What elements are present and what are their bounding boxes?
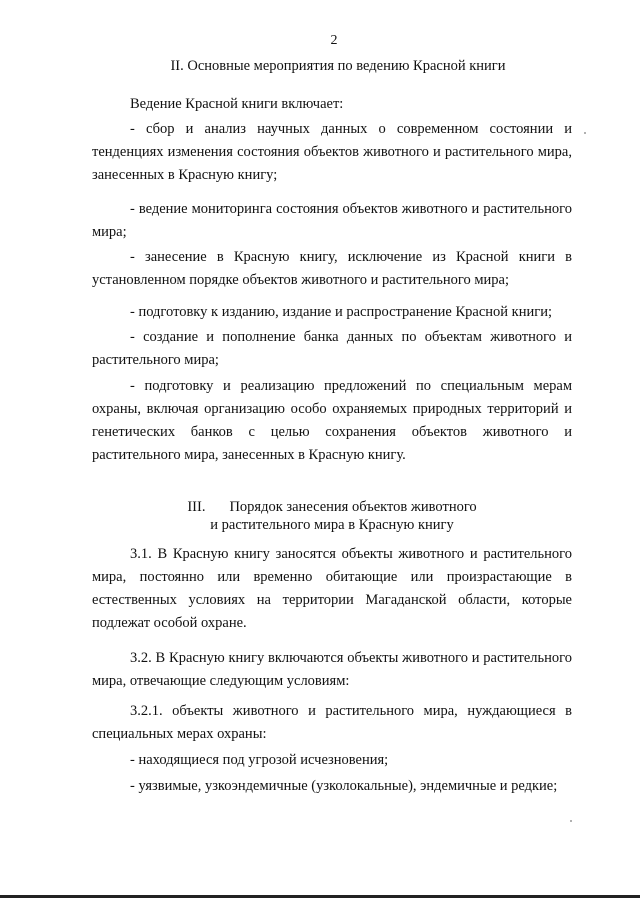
section-3-title-line-1: Порядок занесения объектов животного — [229, 499, 477, 515]
section-2-item-3: - занесение в Красную книгу, исключение из Красной книги в установленном порядке объектов животного и растительного мира; — [92, 249, 572, 288]
section-3-heading-line-1 — [0, 498, 640, 516]
section-2-item-5: - создание и пополнение банка данных по объектам животного и растительного мира; — [92, 329, 572, 368]
section-3-list-item-endangered: - находящиеся под угрозой исчезновения; — [130, 752, 389, 768]
section-3-paragraph-3-2-1: 3.2.1. объекты животного и растительного мира, нуждающиеся в специальных мерах охраны: — [92, 703, 572, 742]
section-3-paragraph-3-2: 3.2. В Красную книгу включаются объекты животного и растительного мира, отвечающие следующим условиям: — [92, 650, 572, 689]
section-2-lead: Ведение Красной книги включает: — [130, 96, 344, 112]
bottom-scan-edge — [0, 895, 640, 898]
section-2-heading: II. Основные мероприятия по ведению Красной книги — [170, 58, 506, 74]
page-number: 2 — [330, 33, 338, 48]
scan-speck — [570, 820, 572, 822]
scan-speck — [584, 132, 586, 134]
section-3-roman-numeral: III. — [187, 499, 206, 515]
section-2-item-4: - подготовку к изданию, издание и распространение Красной книги; — [130, 304, 552, 320]
section-2-item-6: - подготовку и реализацию предложений по специальным мерам охраны, включая организацию особо охраняемых природных территорий и генетических банков с целью сохранения объектов животного и растительного мира, занесенных в Красную книгу. — [92, 378, 572, 463]
section-3-heading — [0, 498, 640, 534]
section-2-item-1: - сбор и анализ научных данных о современном состоянии и тенденциях изменения состояния объектов животного и растительного мира, занесенных в Красную книгу; — [92, 121, 572, 183]
section-2-item-2: - ведение мониторинга состояния объектов животного и растительного мира; — [92, 201, 572, 240]
section-3-paragraph-3-1: 3.1. В Красную книгу заносятся объекты животного и растительного мира, постоянно или временно обитающие или произрастающие в естественных условиях на территории Магаданской области, которые подлежат особой охране. — [92, 546, 572, 631]
section-3-list-item-vulnerable: - уязвимые, узкоэндемичные (узколокальные), эндемичные и редкие; — [130, 778, 558, 794]
section-3-title-line-2: и растительного мира в Красную книгу — [210, 517, 454, 533]
